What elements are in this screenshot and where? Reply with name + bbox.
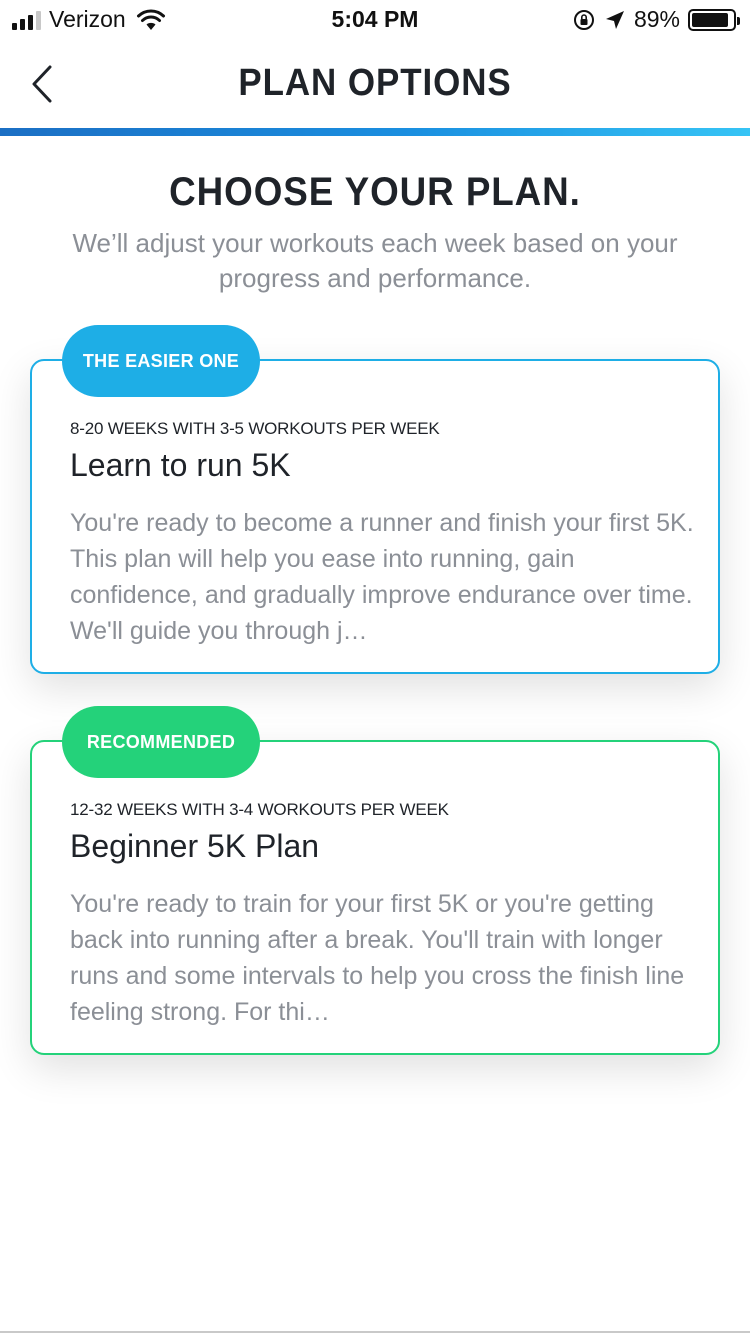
plan-description: You're ready to become a runner and finish your first 5K. This plan will help you ease into running, gain confidence, and gradually improve endurance over time. We'll guide you through j… [70,509,694,645]
plan-badge: THE EASIER ONE [62,325,260,397]
bottom-divider [0,1331,750,1333]
status-bar [0,0,750,40]
carrier-name: Verizon [49,6,126,32]
plan-title: Learn to run 5K [70,447,291,483]
plan-card-learn-to-run-5k[interactable] [30,350,720,674]
status-right [572,6,736,33]
location-arrow-icon [604,9,626,31]
plan-badge: RECOMMENDED [62,706,260,778]
plan-title: Beginner 5K Plan [70,828,320,864]
nav-bar [0,40,750,128]
battery-icon [688,9,736,31]
plan-meta: 8-20 WEEKS WITH 3-5 WORKOUTS PER WEEK [70,419,440,438]
nav-gradient-bar [0,128,750,136]
orientation-lock-icon [572,8,596,32]
plan-meta: 12-32 WEEKS WITH 3-4 WORKOUTS PER WEEK [70,800,449,819]
page-title: PLAN OPTIONS [238,62,512,104]
section-subheading: We’ll adjust your workouts each week based on your progress and performance. [72,228,678,293]
battery-percent: 89% [633,6,680,32]
plan-card-beginner-5k[interactable] [30,731,720,1055]
plan-description: You're ready to train for your first 5K or you're getting back into running after a break. You'll train with longer runs and some intervals to help you cross the finish line feeling strong. For thi… [70,890,685,1026]
status-time: 5:04 PM [331,6,419,32]
section-heading: CHOOSE YOUR PLAN. [169,170,581,214]
